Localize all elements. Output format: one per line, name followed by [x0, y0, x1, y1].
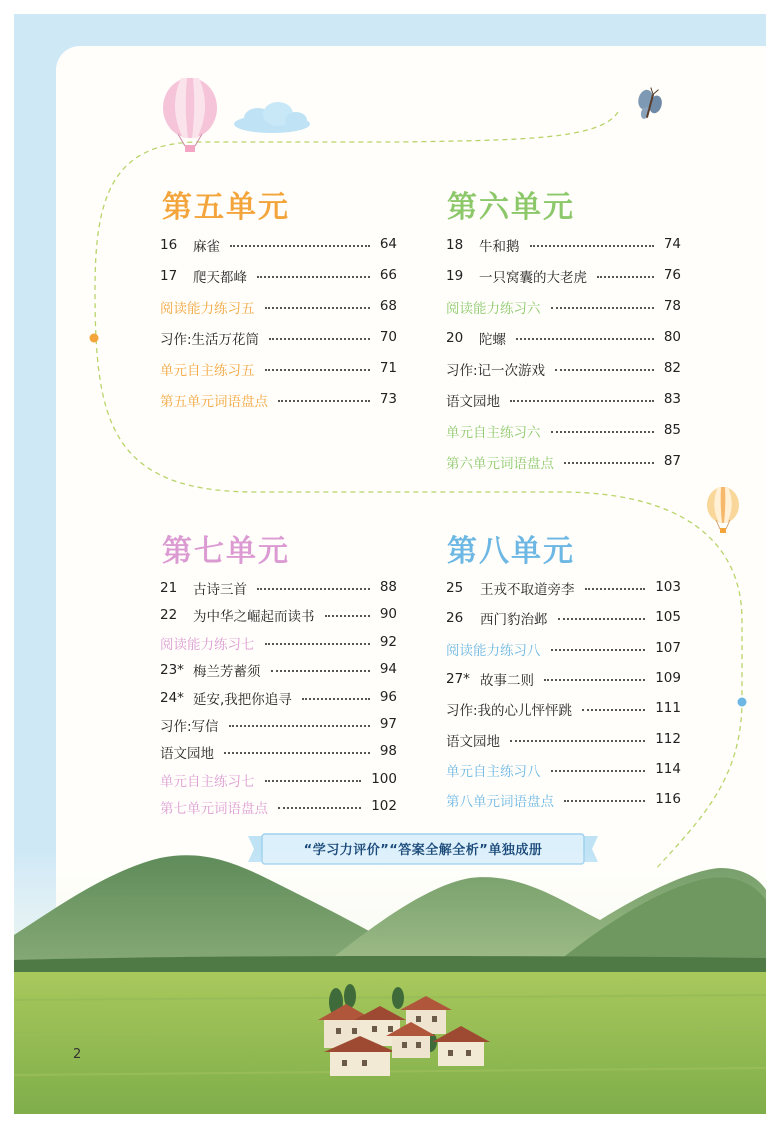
toc-entry-title: 单元自主练习五 [160, 363, 255, 379]
banner [258, 833, 588, 863]
toc-entry-page: 71 [379, 360, 397, 376]
toc-entry-page: 80 [663, 329, 681, 345]
toc-entry-title: 语文园地 [160, 746, 214, 763]
toc-entry-page: 70 [379, 329, 397, 345]
toc-entry-number: 21 [160, 580, 178, 596]
toc-entry-number: 19 [446, 268, 464, 284]
toc-entry-title: 梅兰芳蓄须 [193, 664, 261, 681]
toc-entry [160, 769, 397, 791]
toc-entry-page: 105 [655, 609, 681, 626]
toc-entry-page: 100 [371, 770, 397, 787]
toc-entry-page: 64 [379, 236, 397, 252]
toc-leader-dots [544, 679, 645, 681]
toc-entry [160, 604, 397, 626]
toc-entry [446, 296, 681, 318]
toc-entry-number: 22 [160, 607, 178, 624]
page-number: 2 [73, 1047, 82, 1062]
toc-leader-dots [302, 698, 370, 700]
banner-text: “学习力评价”“答案全解全析”单独成册 [303, 842, 543, 858]
toc-leader-dots [551, 431, 654, 433]
cloud-icon [234, 102, 310, 133]
toc-entry [160, 796, 397, 818]
toc-entry [446, 451, 681, 473]
toc-entry-title: 习作:生活万花筒 [160, 332, 260, 348]
toc-entry-title: 单元自主练习七 [160, 773, 255, 790]
toc-entry-page: 96 [379, 688, 397, 705]
toc-entry-page: 85 [663, 422, 681, 438]
toc-leader-dots [582, 709, 645, 711]
toc-leader-dots [278, 807, 361, 809]
toc-leader-dots [224, 752, 370, 754]
toc-leader-dots [551, 770, 645, 772]
toc-entry [160, 327, 397, 349]
toc-entry-number: 20 [446, 330, 464, 346]
toc-entry-page: 112 [655, 730, 681, 747]
toc-entry [446, 668, 681, 690]
toc-entry [160, 687, 397, 709]
landscape-illustration [14, 850, 766, 1114]
blue-dot [738, 698, 747, 707]
toc-leader-dots [516, 338, 654, 340]
toc-entry [160, 714, 397, 736]
unit-5-title: 第五单元 [162, 190, 290, 225]
toc-leader-dots [265, 369, 370, 371]
toc-entry-page: 88 [379, 579, 397, 595]
toc-entry-page: 103 [655, 579, 681, 595]
toc-leader-dots [265, 643, 370, 645]
toc-entry-page: 76 [663, 267, 681, 283]
toc-leader-dots [269, 338, 370, 340]
toc-entry-page: 92 [379, 633, 397, 650]
toc-entry [446, 265, 681, 287]
toc-entry-page: 111 [655, 700, 681, 717]
toc-entry-title: 牛和鹅 [479, 239, 520, 255]
toc-entry-page: 78 [663, 298, 681, 314]
toc-entry-title: 习作:我的心儿怦怦跳 [446, 703, 573, 720]
toc-leader-dots [564, 462, 654, 464]
toc-entry-title: 第八单元词语盘点 [446, 794, 554, 811]
toc-leader-dots [257, 276, 370, 278]
toc-entry [160, 389, 397, 411]
toc-leader-dots [278, 400, 370, 402]
toc-leader-dots [555, 369, 654, 371]
toc-entry-title: 一只窝囊的大老虎 [479, 270, 587, 286]
toc-entry [446, 327, 681, 349]
toc-leader-dots [229, 725, 370, 727]
toc-entry [160, 265, 397, 287]
toc-entry-title: 古诗三首 [193, 582, 247, 598]
toc-entry-page: 68 [379, 298, 397, 314]
toc-entry-title: 阅读能力练习六 [446, 301, 541, 317]
toc-entry-number: 16 [160, 237, 178, 253]
toc-leader-dots [564, 800, 645, 802]
small-balloon-icon [707, 487, 739, 533]
toc-entry-page: 102 [371, 798, 397, 815]
toc-entry [160, 632, 397, 654]
toc-entry [446, 420, 681, 442]
toc-entry-page: 74 [663, 236, 681, 252]
toc-entry-title: 故事二则 [480, 672, 534, 689]
toc-entry-title: 阅读能力练习五 [160, 301, 255, 317]
toc-entry [446, 729, 681, 751]
hot-air-balloon-icon [163, 78, 217, 152]
toc-entry-title: 爬天都峰 [193, 270, 247, 286]
toc-entry-title: 习作:记一次游戏 [446, 363, 546, 379]
toc-entry-number: 27* [446, 670, 470, 687]
toc-entry-title: 第五单元词语盘点 [160, 394, 268, 410]
toc-entry-title: 语文园地 [446, 733, 500, 750]
toc-entry-title: 麻雀 [193, 239, 220, 255]
toc-entry-page: 73 [379, 391, 397, 407]
toc-leader-dots [551, 307, 654, 309]
toc-entry-title: 习作:写信 [160, 719, 219, 735]
toc-entry-page: 97 [379, 716, 397, 732]
toc-entry [160, 659, 397, 681]
toc-leader-dots [551, 649, 645, 651]
toc-entry-title: 单元自主练习八 [446, 763, 541, 780]
toc-leader-dots [510, 740, 645, 742]
toc-leader-dots [265, 307, 370, 309]
toc-entry-page: 94 [379, 661, 397, 678]
toc-entry-title: 王戎不取道旁李 [480, 582, 575, 598]
toc-entry [446, 789, 681, 811]
toc-entry-page: 114 [655, 760, 681, 777]
unit-6-title: 第六单元 [447, 190, 575, 225]
toc-entry-number: 18 [446, 237, 464, 253]
toc-entry-title: 陀螺 [479, 332, 506, 348]
toc-entry-title: 第六单元词语盘点 [446, 456, 554, 472]
unit-7-title: 第七单元 [162, 534, 290, 569]
toc-entry-number: 24* [160, 689, 184, 706]
toc-entry-number: 26 [446, 610, 464, 627]
toc-entry-page: 90 [379, 606, 397, 623]
toc-entry [160, 358, 397, 380]
toc-entry-page: 66 [379, 267, 397, 283]
toc-entry [446, 638, 681, 660]
toc-entry-title: 阅读能力练习八 [446, 642, 541, 659]
toc-entry [446, 577, 681, 599]
toc-entry [160, 741, 397, 763]
toc-leader-dots [230, 245, 370, 247]
toc-entry-title: 为中华之崛起而读书 [193, 609, 315, 626]
toc-entry-title: 延安,我把你追寻 [193, 691, 292, 708]
toc-entry [446, 759, 681, 781]
toc-leader-dots [558, 618, 645, 620]
toc-entry-title: 阅读能力练习七 [160, 636, 255, 653]
toc-entry [160, 234, 397, 256]
toc-leader-dots [530, 245, 654, 247]
toc-entry-page: 107 [655, 639, 681, 656]
toc-entry-title: 第七单元词语盘点 [160, 801, 268, 818]
toc-leader-dots [265, 780, 361, 782]
toc-entry-page: 87 [663, 453, 681, 469]
toc-entry [160, 577, 397, 599]
butterfly-icon [634, 85, 665, 122]
toc-entry [446, 698, 681, 720]
toc-entry-title: 单元自主练习六 [446, 425, 541, 441]
toc-entry-number: 23* [160, 662, 184, 679]
toc-entry-page: 82 [663, 360, 681, 376]
orange-dot [90, 334, 99, 343]
toc-leader-dots [597, 276, 654, 278]
toc-leader-dots [510, 400, 654, 402]
toc-entry-page: 98 [379, 743, 397, 760]
toc-leader-dots [271, 670, 370, 672]
toc-leader-dots [325, 615, 370, 617]
toc-entry-title: 语文园地 [446, 394, 500, 410]
toc-entry [446, 389, 681, 411]
toc-entry-number: 25 [446, 580, 464, 596]
toc-entry [446, 358, 681, 380]
unit-8-title: 第八单元 [447, 534, 575, 569]
toc-entry [446, 234, 681, 256]
toc-entry [160, 296, 397, 318]
toc-leader-dots [585, 588, 645, 590]
toc-entry-title: 西门豹治邺 [480, 612, 548, 629]
toc-entry [446, 607, 681, 629]
toc-leader-dots [257, 588, 370, 590]
toc-entry-number: 17 [160, 268, 178, 284]
toc-entry-page: 83 [663, 391, 681, 407]
toc-entry-page: 109 [655, 669, 681, 686]
toc-entry-page: 116 [655, 791, 681, 808]
